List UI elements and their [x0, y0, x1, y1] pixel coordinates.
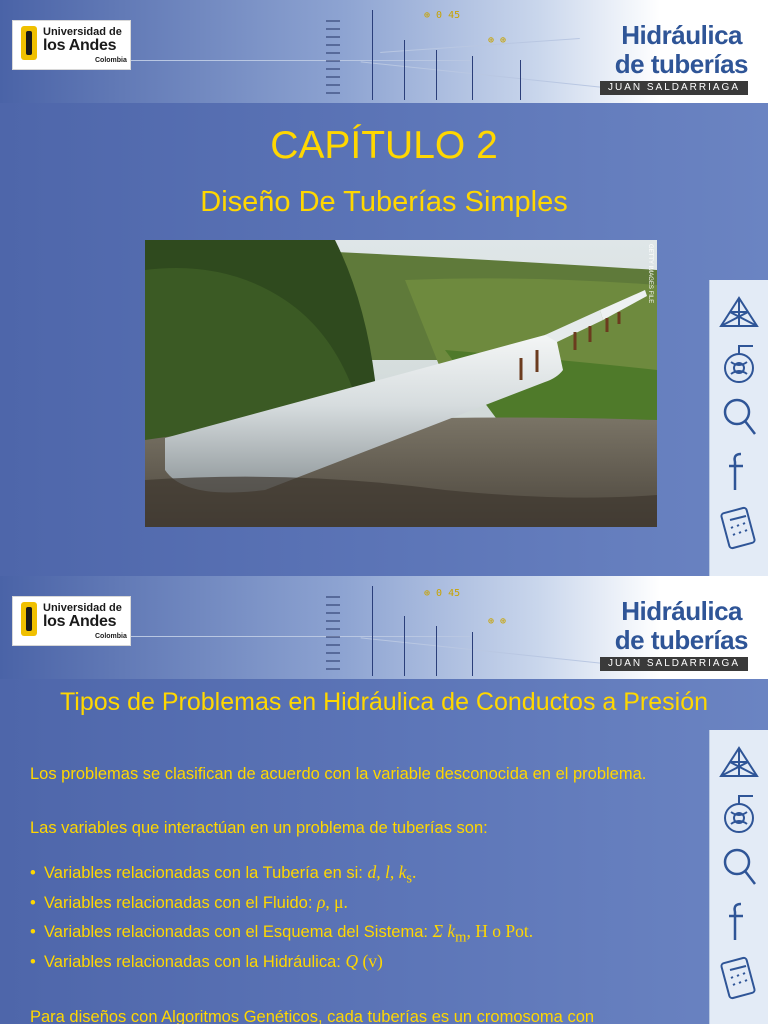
- pump-icon: [717, 342, 761, 386]
- header-tick: [436, 50, 437, 100]
- tools-icon-strip: [709, 280, 768, 576]
- brand-author: JUAN SALDARRIAGA: [600, 657, 748, 671]
- logo-text-line3: Colombia: [95, 633, 127, 640]
- list-item: • Variables relacionadas con la Hidráulica: Q (v): [30, 950, 383, 971]
- header-tick: [404, 40, 405, 100]
- chapter-title: CAPÍTULO 2: [270, 124, 498, 167]
- university-logo[interactable]: [12, 596, 131, 646]
- variables-list: [30, 862, 710, 980]
- header-tick: [436, 626, 437, 676]
- brand-title-line1: Hidráulica: [621, 596, 742, 626]
- pump-icon: [717, 792, 761, 836]
- brand-title-line2: de tuberías: [614, 625, 748, 655]
- math-symbol: d, l, k: [367, 862, 407, 882]
- header-deco-line: [380, 38, 580, 53]
- bullet-text: Variables relacionadas con el Esquema del Sistema:: [44, 923, 433, 941]
- truncated-paragraph: Para diseños con Algoritmos Genéticos, cada tuberías es un cromosoma con: [30, 1008, 595, 1024]
- header-tick: [404, 616, 405, 676]
- header-tick: [472, 632, 473, 676]
- math-suffix: .: [412, 862, 417, 882]
- university-seal-icon: [21, 26, 37, 60]
- list-item: • Variables relacionadas con el Esquema del Sistema: Σ $k_m$, H o Pot.: [30, 921, 534, 946]
- brand-author: JUAN SALDARRIAGA: [600, 81, 748, 95]
- pipeline-photo: [145, 240, 657, 527]
- header-tick: [472, 56, 473, 100]
- math-subscript: s: [406, 870, 413, 887]
- wrench-icon: [717, 900, 761, 944]
- header-deco-line: [130, 60, 470, 61]
- brand-title-line1: Hidráulica: [621, 20, 742, 50]
- university-logo[interactable]: [12, 20, 131, 70]
- truss-icon: [717, 740, 761, 784]
- math-subscript: m: [455, 929, 467, 946]
- intro-paragraph: Los problemas se clasifican de acuerdo con la variable desconocida en el problema.: [30, 765, 647, 783]
- wrench-icon: [717, 450, 761, 494]
- slide-header: [0, 0, 768, 103]
- header-deco-line: [130, 636, 470, 637]
- header-glyph-decoration: ⊕ ⊕: [488, 616, 507, 627]
- brand-title-line2: de tuberías: [614, 49, 748, 79]
- logo-text-line1: Universidad de: [43, 26, 122, 38]
- math-suffix: (v): [358, 950, 383, 971]
- list-item: • Variables relacionadas con la Tubería en si: d, l, $k_s$.: [30, 862, 417, 887]
- header-tick: [520, 60, 521, 100]
- variables-paragraph: Las variables que interactúan en un problema de tuberías son:: [30, 819, 488, 837]
- magnifier-icon: [717, 394, 761, 438]
- chapter-subtitle: Diseño De Tuberías Simples: [200, 186, 568, 218]
- list-item: • Variables relacionadas con el Fluido: ρ, μ.: [30, 891, 348, 912]
- header-deco-line: [361, 61, 620, 89]
- math-symbol: Σ k: [432, 921, 456, 941]
- slide-title: Tipos de Problemas en Hidráulica de Conductos a Presión: [59, 688, 709, 716]
- tools-icon-strip: [709, 730, 768, 1024]
- header-glyph-decoration: ⊕ ⊕: [488, 35, 507, 46]
- slide-problem-types: [0, 576, 768, 1024]
- bullet-text: Variables relacionadas con la Tubería en si:: [44, 864, 368, 882]
- math-symbol: ρ: [317, 891, 326, 912]
- bullet-text: Variables relacionadas con el Fluido:: [44, 893, 318, 912]
- header-ruler-decoration: [326, 20, 340, 100]
- logo-text-line3: Colombia: [95, 57, 127, 64]
- truss-icon: [717, 290, 761, 334]
- header-tick: [372, 10, 373, 100]
- header-glyph-decoration: ⊕ 0 45: [424, 588, 461, 599]
- logo-text-line2: los Andes: [43, 37, 117, 54]
- calculator-icon: [717, 956, 761, 1000]
- header-tick: [372, 586, 373, 676]
- pipeline-photo-illustration: [145, 240, 657, 527]
- bullet-text: Variables relacionadas con la Hidráulica:: [44, 952, 346, 971]
- math-suffix: , H o Pot.: [466, 921, 534, 941]
- header-glyph-decoration: ⊕ 0 45: [424, 10, 461, 21]
- magnifier-icon: [717, 844, 761, 888]
- calculator-icon: [717, 506, 761, 550]
- logo-text-line2: los Andes: [43, 613, 117, 630]
- slide-header: [0, 576, 768, 679]
- header-ruler-decoration: [326, 596, 340, 676]
- logo-text-line1: Universidad de: [43, 602, 122, 614]
- math-symbol: Q: [345, 950, 359, 971]
- math-suffix: , μ.: [325, 891, 348, 912]
- university-seal-icon: [21, 602, 37, 636]
- header-deco-line: [361, 637, 620, 665]
- photo-credit: GETTY IMAGES FILE: [647, 244, 653, 304]
